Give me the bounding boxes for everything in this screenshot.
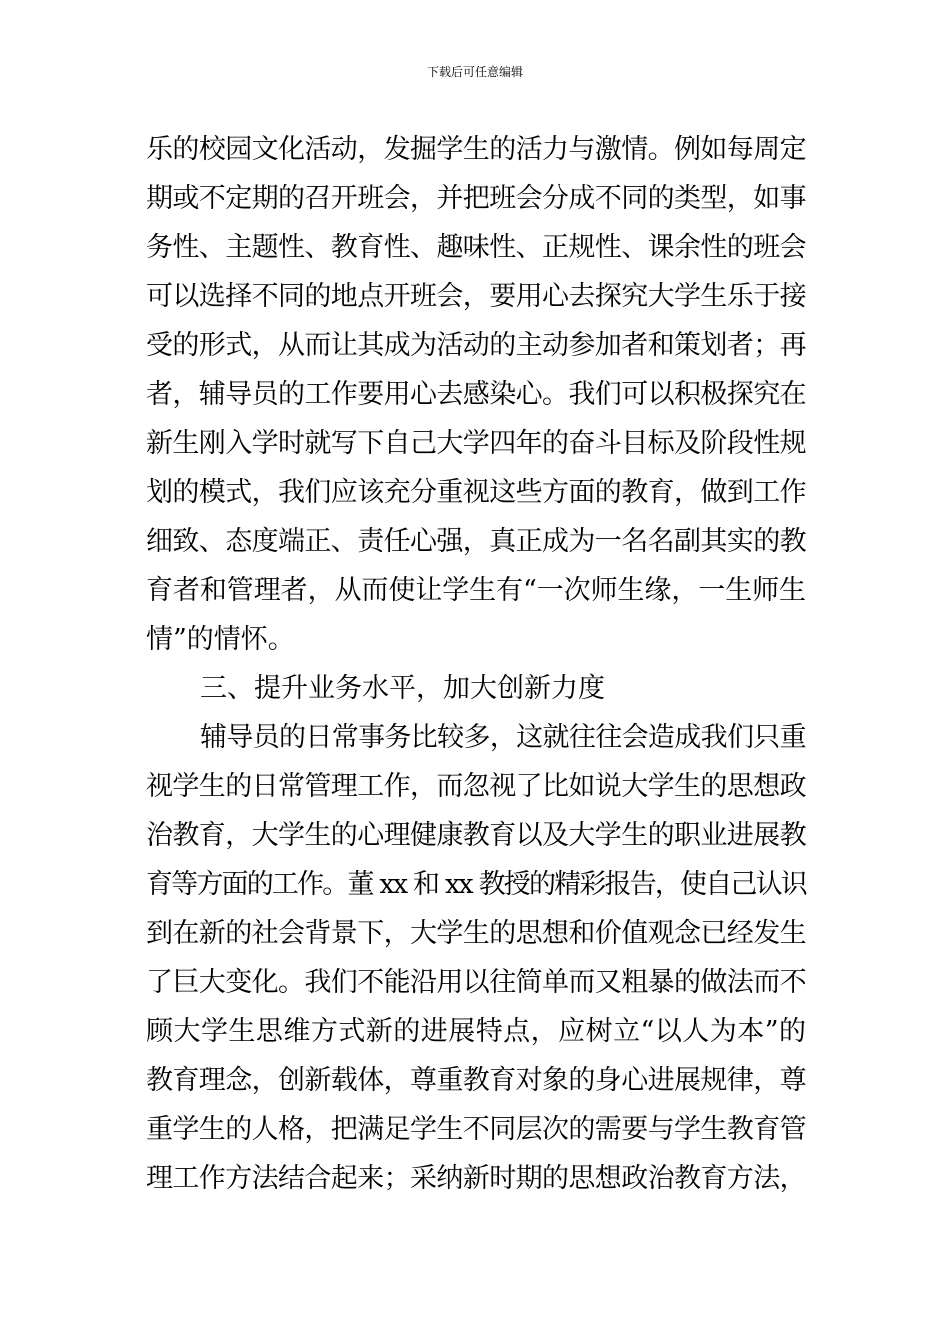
text-line: 教育理念，创新载体，尊重教育对象的身心进展规律，尊	[146, 1065, 806, 1096]
text-line: 视学生的日常管理工作，而忽视了比如说大学生的思想政	[146, 771, 806, 802]
text-line: 划的模式，我们应该充分重视这些方面的教育，做到工作	[146, 477, 806, 508]
paragraph-first-line: 辅导员的日常事务比较多，这就往往会造成我们只重	[200, 722, 806, 753]
text-line: 乐的校园文化活动，发掘学生的活力与激情。例如每周定	[146, 134, 806, 165]
text-line: 新生刚入学时就写下自己大学四年的奋斗目标及阶段性规	[146, 428, 806, 459]
text-line: 重学生的人格，把满足学生不同层次的需要与学生教育管	[146, 1114, 806, 1145]
text-line: 育者和管理者，从而使让学生有“一次师生缘，一生师生	[146, 575, 806, 606]
text-line: 者，辅导员的工作要用心去感染心。我们可以积极探究在	[146, 379, 806, 410]
text-line: 受的形式，从而让其成为活动的主动参加者和策划者；再	[146, 330, 806, 361]
section-heading: 三、提升业务水平，加大创新力度	[200, 673, 605, 704]
text-line: 育等方面的工作。董 xx 和 xx 教授的精彩报告，使自己认识	[146, 869, 806, 900]
text-line: 治教育，大学生的心理健康教育以及大学生的职业进展教	[146, 820, 806, 851]
text-line: 期或不定期的召开班会，并把班会分成不同的类型，如事	[146, 183, 806, 214]
text-line: 顾大学生思维方式新的进展特点，应树立“以人为本”的	[146, 1016, 807, 1047]
text-line: 理工作方法结合起来；采纳新时期的思想政治教育方法，	[146, 1163, 806, 1194]
text-line: 了巨大变化。我们不能沿用以往简单而又粗暴的做法而不	[146, 967, 806, 998]
text-line: 可以选择不同的地点开班会，要用心去探究大学生乐于接	[146, 281, 806, 312]
text-line: 务性、主题性、教育性、趣味性、正规性、课余性的班会	[146, 232, 806, 263]
text-line: 情”的情怀。	[146, 624, 295, 655]
text-line: 细致、态度端正、责任心强，真正成为一名名副其实的教	[146, 526, 806, 557]
page-header: 下载后可任意编辑	[426, 65, 523, 79]
text-line: 到在新的社会背景下，大学生的思想和价值观念已经发生	[146, 918, 806, 949]
